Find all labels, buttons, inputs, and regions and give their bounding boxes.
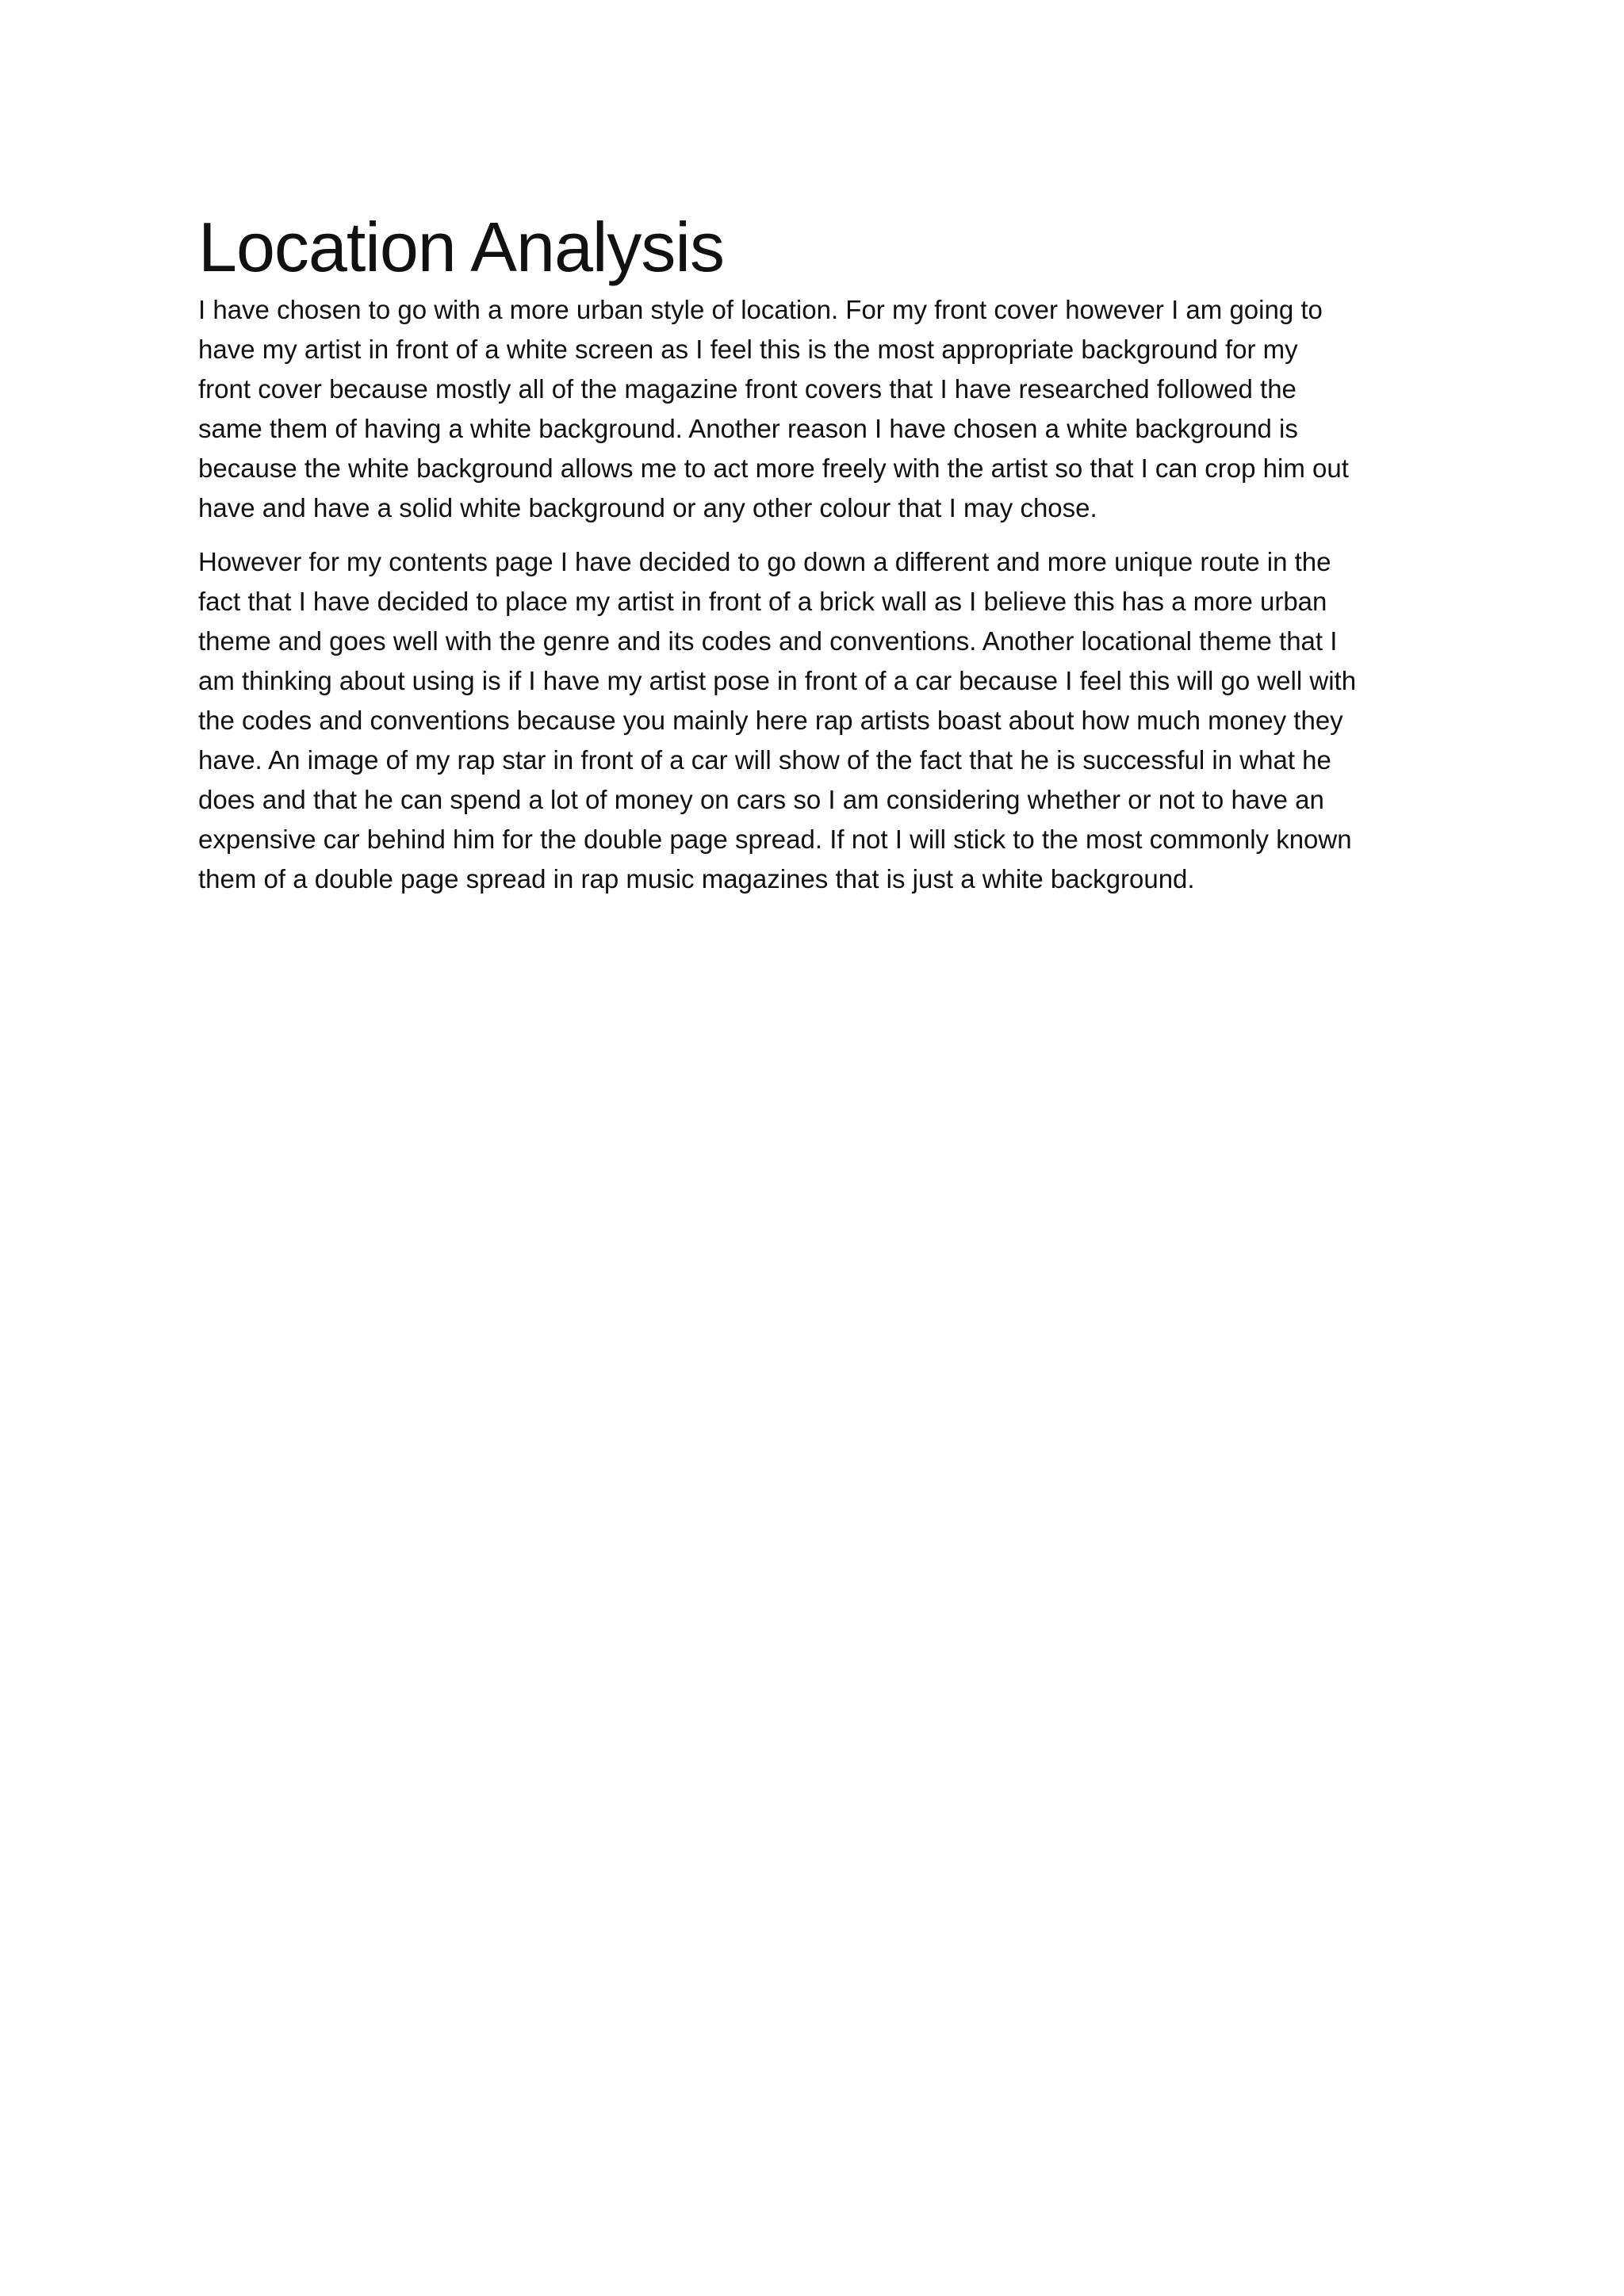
paragraph-line: fact that I have decided to place my artist in front of a brick wall as I believe this has a more urban [198,587,1327,616]
paragraph-line: have. An image of my rap star in front of a car will show of the fact that he is successful in what he [198,745,1331,775]
paragraph-2 [198,542,1451,899]
paragraph-line: expensive car behind him for the double page spread. If not I will stick to the most commonly known [198,825,1352,854]
paragraph-line: front cover because mostly all of the magazine front covers that I have researched followed the [198,374,1297,404]
paragraph-line: because the white background allows me to act more freely with the artist so that I can crop him out [198,453,1349,483]
paragraph-line: the codes and conventions because you mainly here rap artists boast about how much money they [198,706,1343,735]
paragraph-line: I have chosen to go with a more urban style of location. For my front cover however I am going to [198,295,1323,324]
document-content [198,205,1451,899]
paragraph-line: am thinking about using is if I have my artist pose in front of a car because I feel this will go well with [198,666,1357,695]
paragraph-line: have and have a solid white background or any other colour that I may chose. [198,493,1097,522]
paragraph-line: However for my contents page I have decided to go down a different and more unique route in the [198,547,1331,576]
paragraph-line: does and that he can spend a lot of money on cars so I am considering whether or not to have an [198,785,1324,814]
paragraph-line: same them of having a white background. Another reason I have chosen a white background is [198,414,1298,443]
page-title: Location Analysis [198,208,724,286]
paragraph-line: have my artist in front of a white screen as I feel this is the most appropriate background for my [198,335,1298,364]
paragraph-1 [198,290,1451,528]
paragraph-line: theme and goes well with the genre and its codes and conventions. Another locational theme that I [198,626,1338,656]
paragraph-line: them of a double page spread in rap music magazines that is just a white background. [198,864,1195,894]
